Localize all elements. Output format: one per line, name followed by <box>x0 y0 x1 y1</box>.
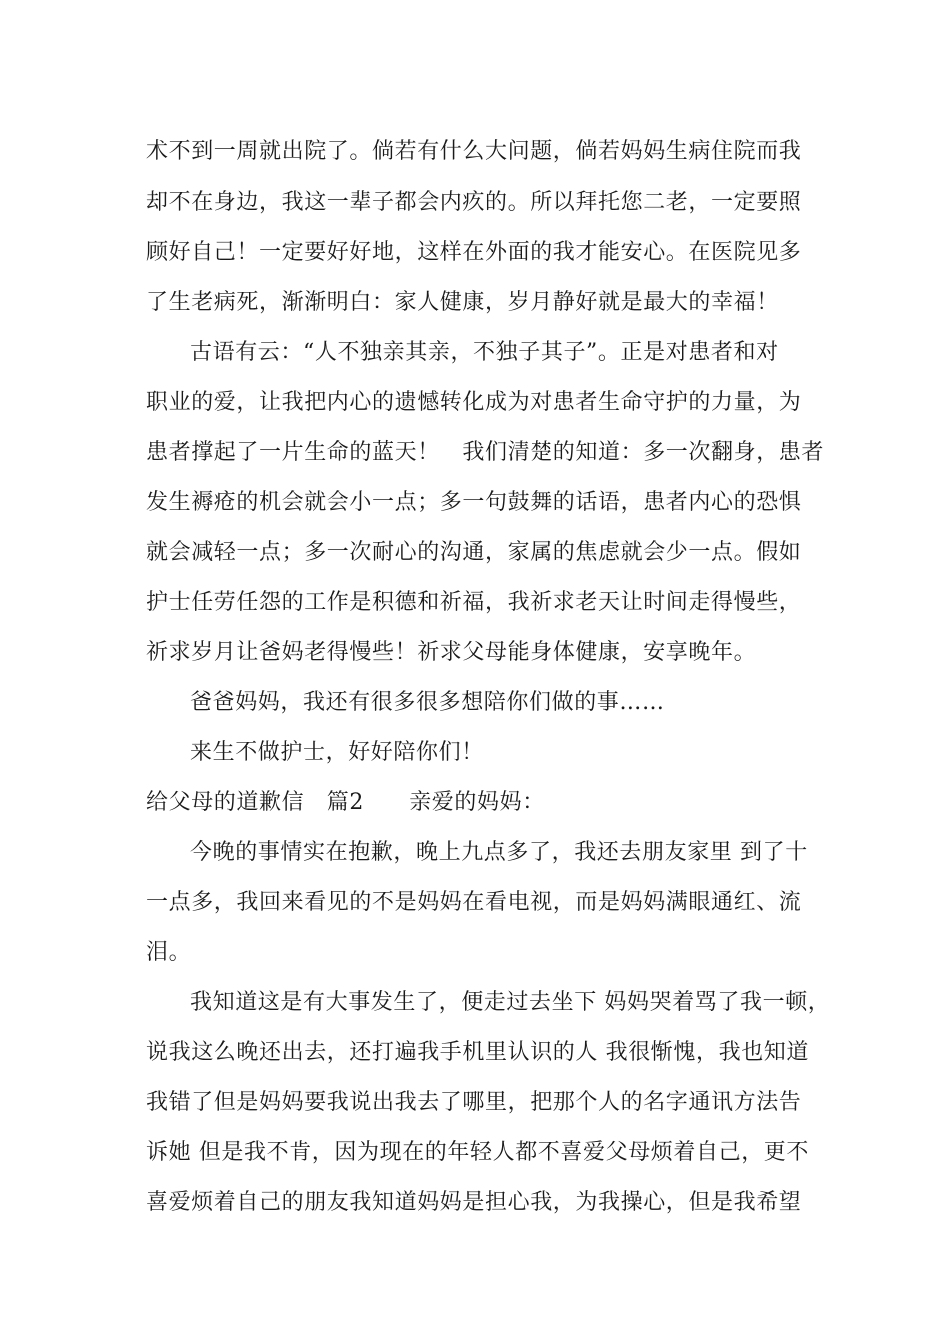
text-line-16: 一点多，我回来看见的不是妈妈在看电视，而是妈妈满眼通红、流 <box>146 890 802 915</box>
text-line-17: 泪。 <box>146 940 192 965</box>
text-line-4: 了生老病死，渐渐明白：家人健康，岁月静好就是最大的幸福！ <box>146 290 779 315</box>
text-line-10: 护士任劳任怨的工作是积德和祈福，我祈求老天让时间走得慢些， <box>146 590 802 615</box>
text-line-11: 祈求岁月让爸妈老得慢些！祈求父母能身体健康，安享晚年。 <box>146 640 757 665</box>
text-line-8: 发生褥疮的机会就会小一点；多一句鼓舞的话语，患者内心的恐惧 <box>146 490 802 515</box>
text-line-13: 来生不做护士，好好陪你们！ <box>190 740 484 765</box>
text-line-19: 说我这么晚还出去，还打遍我手机里认识的人 我很惭愧，我也知道 <box>146 1040 809 1065</box>
text-line-1: 术不到一周就出院了。倘若有什么大问题，倘若妈妈生病住院而我 <box>146 139 802 164</box>
text-line-7: 患者撑起了一片生命的蓝天！ 我们清楚的知道：多一次翻身，患者 <box>146 440 825 465</box>
text-line-3: 顾好自己！一定要好好地，这样在外面的我才能安心。在医院见多 <box>146 240 802 265</box>
text-line-22: 喜爱烦着自己的朋友我知道妈妈是担心我，为我操心，但是我希望 <box>146 1190 802 1215</box>
text-line-2: 却不在身边，我这一辈子都会内疚的。所以拜托您二老，一定要照 <box>146 190 802 215</box>
text-line-18: 我知道这是有大事发生了，便走过去坐下 妈妈哭着骂了我一顿， <box>190 990 831 1015</box>
text-line-15: 今晚的事情实在抱歉，晚上九点多了，我还去朋友家里 到了十 <box>190 840 808 865</box>
text-line-5: 古语有云：“人不独亲其亲，不独子其子”。正是对患者和对 <box>190 340 779 365</box>
section-heading: 给父母的道歉信 篇2 亲爱的妈妈： <box>146 790 545 815</box>
text-line-20: 我错了但是妈妈要我说出我去了哪里，把那个人的名字通讯方法告 <box>146 1090 802 1115</box>
text-line-9: 就会减轻一点；多一次耐心的沟通，家属的焦虑就会少一点。假如 <box>146 540 802 565</box>
text-line-21: 诉她 但是我不肯，因为现在的年轻人都不喜爱父母烦着自己，更不 <box>146 1140 809 1165</box>
text-line-12: 爸爸妈妈，我还有很多很多想陪你们做的事…… <box>190 690 665 715</box>
text-line-6: 职业的爱，让我把内心的遗憾转化成为对患者生命守护的力量，为 <box>146 390 802 415</box>
